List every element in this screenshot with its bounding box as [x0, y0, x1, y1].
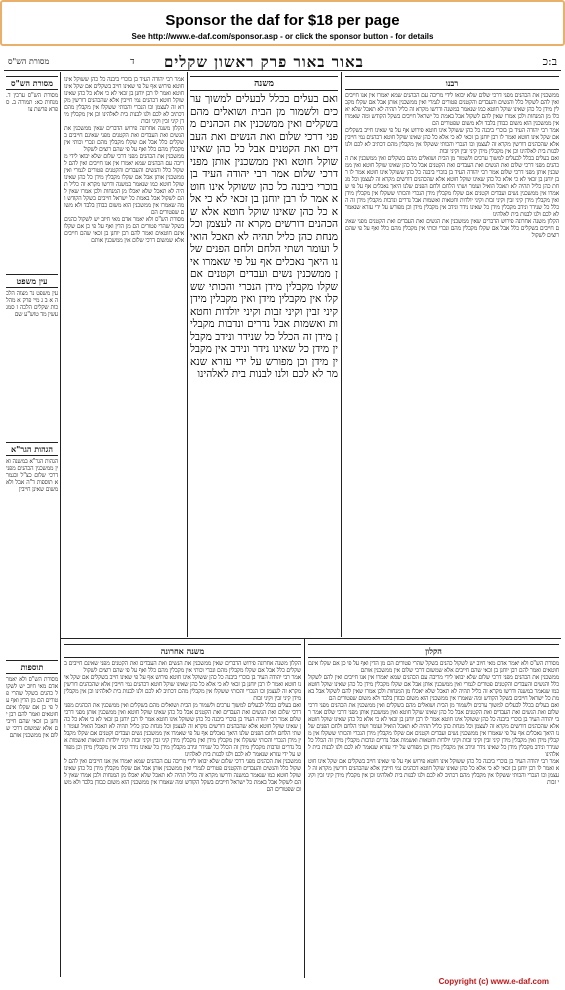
talmud-page — [4, 52, 561, 982]
rule-bottom-split — [304, 638, 305, 978]
hagahot-text: הגהות הגר"א במשנה ואין ממשכנין הכהנים מפני דרכי שלום כצ"ל ובגמרא תוספות ד"ה אבל ולא משום שאינן חייבין — [6, 458, 58, 493]
sponsor-title[interactable]: Sponsor the daf for $18 per page — [165, 12, 400, 29]
sponsor-banner[interactable] — [0, 0, 565, 46]
bottom-right-text-4: אמר רבי יהודה העיד בן בוכרי ביבנה כל כהן ששוקל אינו חוטא פירוש אף על פי שאינו חייב בשקלים אם שקל אינו חוטא ואמר לו רבן יוחנן בן זכאי לא כי אלא כל כהן שאינו שוקל חוטא דכהנים נמי חייבין אלא שהכהנים דורשין מקרא זה לעצמן וכו הנכרי והכותי ששקלו אין מקבלין מהם דכתיב לא לכם ולנו לבנות בית לאלהינו וכן אין מקבלין מידן קיני זבין וקיני זבות — [308, 758, 559, 786]
page-marker: ד — [130, 57, 135, 67]
mesoret-label: מסורת הש"ס — [8, 57, 50, 66]
rule-horizontal — [61, 638, 561, 639]
bottom-left-block — [64, 642, 301, 978]
section-hagahot: הגהות הגר"א — [6, 442, 58, 456]
copyright-notice[interactable]: Copyright (c) www.e-daf.com — [438, 977, 549, 986]
rule-left-inner — [187, 72, 188, 637]
section-rabbeinu: רבנו — [345, 76, 559, 90]
rule-left-margin — [60, 72, 61, 977]
page-title: באור באור פרק ראשון שקלים — [164, 53, 364, 71]
sponsor-subtitle: See http://www.e-daf.com/sponsor.asp - or click the sponsor button - for details — [131, 32, 434, 41]
bottom-left-text-3: ואם בעלים בכלל לבעלים למשוך ערכים ולשמור מן הבית ושואלים מהם בשקלים ואין ממשכנין את הכהנים מפני דרכי שלום ואת הנשים ואת העבדים ואת הקטנים אבל כל כהן שאינו שוקל חוטא ואין ממשכנין אותן מפני דרכי שלום אמר רבי יהודה העיד בן בוכרי ביבנה כל כהן ששוקל אינו חוטא אמר לו רבן יוחנן בן זכאי לא כי אלא כל כהן שאינו שוקל חוטא אלא שהכהנים דורשים מקרא זה לעצמן וכל מנחת כהן כליל תהיה לא תאכל הואיל ועומר ושתי הלחם ולחם הפנים שלנו היאך נאכלים אף על פי שאמרו אין ממשכנין נשים ועבדים וקטנים אם שקלו מקבלין מידן הנכרי והכותי ששקלו אין מקבלין מידן ואין מקבלין מידן קיני זבין וקיני זבות וקיני יולדות וחטאות ואשמות אבל נדרים ונדבות מקבלין מידן זה הכלל כל שנידר ונידב מקבלין מידן כל שאינו נידר ונידב אין מקבלין מידן וכן מפורש על ידי עזרא שנאמר לא לכם ולנו לבנות בית לאלהינו — [64, 702, 301, 758]
section-ein-mishpat: עין משפט — [6, 274, 58, 288]
bottom-right-text-3: ואם בעלים בכלל לבעלים למשוך ערכים ולשמור מן הבית ושואלים מהם בשקלים ואין ממשכנין את הכהנים מפני דרכי שלום ואת הנשים ואת העבדים ואת הקטנים אבל כל כהן שאינו שוקל חוטא ואין ממשכנין אותן מפני דרכי שלום אמר רבי יהודה העיד בן בוכרי ביבנה כל כהן ששוקל אינו חוטא אמר לו רבן יוחנן בן זכאי לא כי אלא כל כהן שאינו שוקל חוטא אלא שהכהנים דורשים מקרא זה לעצמן וכל מנחת כהן כליל תהיה לא תאכל הואיל ועומר ושתי הלחם ולחם הפנים שלנו היאך נאכלים אף על פי שאמרו אין ממשכנין נשים ועבדים וקטנים אם שקלו מקבלין מידן הנכרי והכותי ששקלו אין מקבלין מידן ואין מקבלין מידן קיני זבין וקיני זבות וקיני יולדות וחטאות ואשמות אבל נדרים ונדבות מקבלין מידן זה הכלל כל שנידר ונידב מקבלין מידן כל שאינו נידר ונידב אין מקבלין מידן וכן מפורש על ידי עזרא שנאמר לא לכם ולנו לבנות בית לאלהינו — [308, 702, 559, 758]
commentary-left-column — [64, 76, 184, 636]
section-niskal: הקלון — [308, 644, 559, 658]
section-mesoret: מסורת הש"ס — [6, 76, 58, 90]
left-margin-column — [6, 74, 58, 974]
commentary-left-text: אמר רבי יהודה העיד בן בוכרי ביבנה כל כהן ששוקל אינו חוטא פירוש אף על פי שאינו חייב בשקלים אם שקל אינו חוטא ואמר לו רבן יוחנן בן זכאי לא כי אלא כל כהן שאינו שוקל חוטא דכהנים נמי חייבין אלא שהכהנים דורשין מקרא זה לעצמן וכו הנכרי והכותי ששקלו אין מקבלין מהם דכתיב לא לכם ולנו לבנות בית לאלהינו וכן אין מקבלין מידן קיני זבין וקיני זבות — [64, 76, 184, 125]
commentary-right-column — [345, 74, 559, 636]
bottom-left-text-2: אמר רבי יהודה העיד בן בוכרי ביבנה כל כהן ששוקל אינו חוטא פירוש אף על פי שאינו חייב בשקלים אם שקל אינו חוטא ואמר לו רבן יוחנן בן זכאי לא כי אלא כל כהן שאינו שוקל חוטא דכהנים נמי חייבין אלא שהכהנים דורשין מקרא זה לעצמן וכו הנכרי והכותי ששקלו אין מקבלין מהם דכתיב לא לכם ולנו לבנות בית לאלהינו וכן אין מקבלין מידן קיני זבין וקיני זבות — [64, 674, 301, 702]
margin-left-text: מסורת הש"ס ערכין ד. מנחות כא: תמורה ב. ספרא פרשת צו — [6, 92, 58, 113]
section-tosafot: תוספות — [6, 660, 58, 674]
commentary-left-text-4: מסורת הש"ס ולא יאמר אדם מאי חיוב יש לשקול כהנים בשקל שהרי פטורים הם מן הדין ואף על פי כן אם שקלו אינם חוטאים ואמר להם רבן יוחנן בן זכאי שהם חייבים אלא שמשום דרכי שלום אין ממשכנין אותם — [64, 216, 184, 244]
section-mishnah-ahrona: משנה אחרונה — [64, 644, 301, 658]
rule-right-inner — [341, 72, 342, 637]
bottom-right-text: מסורת הש"ס ולא יאמר אדם מאי חיוב יש לשקול כהנים בשקל שהרי פטורים הם מן הדין ואף על פי כן אם שקלו אינם חוטאים ואמר להם רבן יוחנן בן זכאי שהם חייבים אלא שמשום דרכי שלום אין ממשכנין אותם — [308, 660, 559, 674]
commentary-left-text-2: הקלון משנה אחרונה פירוש הדברים שאין ממשכנין את הנשים ואת העבדים ואת הקטנים מפני שאינם חייבים בשקלים כלל אבל אם שקלו מקבלין מהם ונכרי וכותי אין מקבלין מהם כלל ואף על פי שהם רוצים לשקול — [64, 125, 184, 153]
commentary-right-text-3: ואם בעלים בכלל לבעלים למשוך ערכים ולשמור מן הבית ושואלים מהם בשקלים ואין ממשכנין את הכהנים מפני דרכי שלום ואת הנשים ואת העבדים ואת הקטנים אבל כל כהן שאינו שוקל חוטא ואין ממשכנין אותן מפני דרכי שלום אמר רבי יהודה העיד בן בוכרי ביבנה כל כהן ששוקל אינו חוטא אמר לו רבן יוחנן בן זכאי לא כי אלא כל כהן שאינו שוקל חוטא אלא שהכהנים דורשים מקרא זה לעצמן וכל מנחת כהן כליל תהיה לא תאכל הואיל ועומר ושתי הלחם ולחם הפנים שלנו היאך נאכלים אף על פי שאמרו אין ממשכנין נשים ועבדים וקטנים אם שקלו מקבלין מידן הנכרי והכותי ששקלו אין מקבלין מידן ואין מקבלין מידן קיני זבין וקיני זבות וקיני יולדות וחטאות ואשמות אבל נדרים ונדבות מקבלין מידן זה הכלל כל שנידר ונידב מקבלין מידן כל שאינו נידר ונידב אין מקבלין מידן וכן מפורש על ידי עזרא שנאמר לא לכם ולנו לבנות בית לאלהינו — [345, 155, 559, 218]
main-text-column — [190, 74, 338, 636]
tosafot-text: מסורת הש"ס ולא יאמר אדם מאי חיוב יש לשקול כהנים בשקל שהרי פטורים הם מן הדין ואף על פי כן אם שקלו אינם חוטאים ואמר להם רבן יוחנן בן זכאי שהם חייבים אלא שמשום דרכי שלום אין ממשכנין אותם — [6, 676, 58, 739]
margin-right-text: עין משפט נר מצוה הלכה א ב ג מיי פרק א מהלכות שקלים הלכה ז סמג עשין מד טוש"ע שם — [6, 290, 58, 318]
bottom-right-block — [308, 642, 559, 978]
folio-number: ב:כ — [542, 55, 557, 68]
commentary-right-text-2: אמר רבי יהודה העיד בן בוכרי ביבנה כל כהן ששוקל אינו חוטא פירוש אף על פי שאינו חייב בשקלים אם שקל אינו חוטא ואמר לו רבן יוחנן בן זכאי לא כי אלא כל כהן שאינו שוקל חוטא דכהנים נמי חייבין אלא שהכהנים דורשין מקרא זה לעצמן וכו הנכרי והכותי ששקלו אין מקבלין מהם דכתיב לא לכם ולנו לבנות בית לאלהינו וכן אין מקבלין מידן קיני זבין וקיני זבות — [345, 127, 559, 155]
bottom-right-text-2: ממשכנין את הכהנים מפני דרכי שלום שלא יבואו לידי מריבה עם הכהנים שמא יאמרו אין אנו חייבים ואין להם לשקול כלל והנשים והעבדים והקטנים פטורים לגמרי ואין ממשכנין אותן אבל אם שקלו מקבלין מידן כל כהן שאינו שוקל חוטא כמו שנאמר במשנה ודרשו מקרא זה כליל תהיה לא תאכל שלא יאכלו מן המנחות ולכן אמרו שאין להם לשקול אבל באמת כל ישראל חייבים בשקל הקודש ומה שאמרו אין ממשכנין הוא משום כבודן בלבד ולא משום שפטורים הם — [308, 674, 559, 702]
main-text: ואם בעלים בכלל לבעלים למשוך ערכים ולשמור מן הבית ושואלים מהם בשקלים ואין ממשכנין את הכהנים מפני דרכי שלום ואת הנשים ואת העבדים ואת הקטנים אבל כל כהן שאינו שוקל חוטא ואין ממשכנין אותן מפני דרכי שלום אמר רבי יהודה העיד בן בוכרי ביבנה כל כהן ששוקל אינו חוטא אמר לו רבן יוחנן בן זכאי לא כי אלא כל כהן שאינו שוקל חוטא אלא שהכהנים דורשים מקרא זה לעצמן וכל מנחת כהן כליל תהיה לא תאכל הואיל ועומר ושתי הלחם ולחם הפנים שלנו היאך נאכלים אף על פי שאמרו אין ממשכנין נשים ועבדים וקטנים אם שקלו מקבלין מידן הנכרי והכותי ששקלו אין מקבלין מידן ואין מקבלין מידן קיני זבין וקיני זבות וקיני יולדות וחטאות ואשמות אבל נדרים ונדבות מקבלין מידן זה הכלל כל שנידר ונידב מקבלין מידן כל שאינו נידר ונידב אין מקבלין מידן וכן מפורש על ידי עזרא שנאמר לא לכם ולנו לבנות בית לאלהינו — [190, 93, 338, 380]
bottom-left-text: הקלון משנה אחרונה פירוש הדברים שאין ממשכנין את הנשים ואת העבדים ואת הקטנים מפני שאינם חייבים בשקלים כלל אבל אם שקלו מקבלין מהם ונכרי וכותי אין מקבלין מהם כלל ואף על פי שהם רוצים לשקול — [64, 660, 301, 674]
commentary-left-text-3: ממשכנין את הכהנים מפני דרכי שלום שלא יבואו לידי מריבה עם הכהנים שמא יאמרו אין אנו חייבים ואין להם לשקול כלל והנשים והעבדים והקטנים פטורים לגמרי ואין ממשכנין אותן אבל אם שקלו מקבלין מידן כל כהן שאינו שוקל חוטא כמו שנאמר במשנה ודרשו מקרא זה כליל תהיה לא תאכל שלא יאכלו מן המנחות ולכן אמרו שאין להם לשקול אבל באמת כל ישראל חייבים בשקל הקודש ומה שאמרו אין ממשכנין הוא משום כבודן בלבד ולא משום שפטורים הם — [64, 153, 184, 216]
page-header — [4, 52, 561, 71]
commentary-right-text-4: הקלון משנה אחרונה פירוש הדברים שאין ממשכנין את הנשים ואת העבדים ואת הקטנים מפני שאינם חייבים בשקלים כלל אבל אם שקלו מקבלין מהם ונכרי וכותי אין מקבלין מהם כלל ואף על פי שהם רוצים לשקול — [345, 218, 559, 239]
bottom-left-text-4: ממשכנין את הכהנים מפני דרכי שלום שלא יבואו לידי מריבה עם הכהנים שמא יאמרו אין אנו חייבים ואין להם לשקול כלל והנשים והעבדים והקטנים פטורים לגמרי ואין ממשכנין אותן אבל אם שקלו מקבלין מידן כל כהן שאינו שוקל חוטא כמו שנאמר במשנה ודרשו מקרא זה כליל תהיה לא תאכל שלא יאכלו מן המנחות ולכן אמרו שאין להם לשקול אבל באמת כל ישראל חייבים בשקל הקודש ומה שאמרו אין ממשכנין הוא משום כבודן בלבד ולא משום שפטורים הם — [64, 758, 301, 793]
section-mishnah: משנה — [190, 76, 338, 91]
commentary-right-text: ממשכנין את הכהנים מפני דרכי שלום שלא יבואו לידי מריבה עם הכהנים שמא יאמרו אין אנו חייבים ואין להם לשקול כלל והנשים והעבדים והקטנים פטורים לגמרי ואין ממשכנין אותן אבל אם שקלו מקבלין מידן כל כהן שאינו שוקל חוטא כמו שנאמר במשנה ודרשו מקרא זה כליל תהיה לא תאכל שלא יאכלו מן המנחות ולכן אמרו שאין להם לשקול אבל באמת כל ישראל חייבים בשקל הקודש ומה שאמרו אין ממשכנין הוא משום כבודן בלבד ולא משום שפטורים הם — [345, 92, 559, 127]
